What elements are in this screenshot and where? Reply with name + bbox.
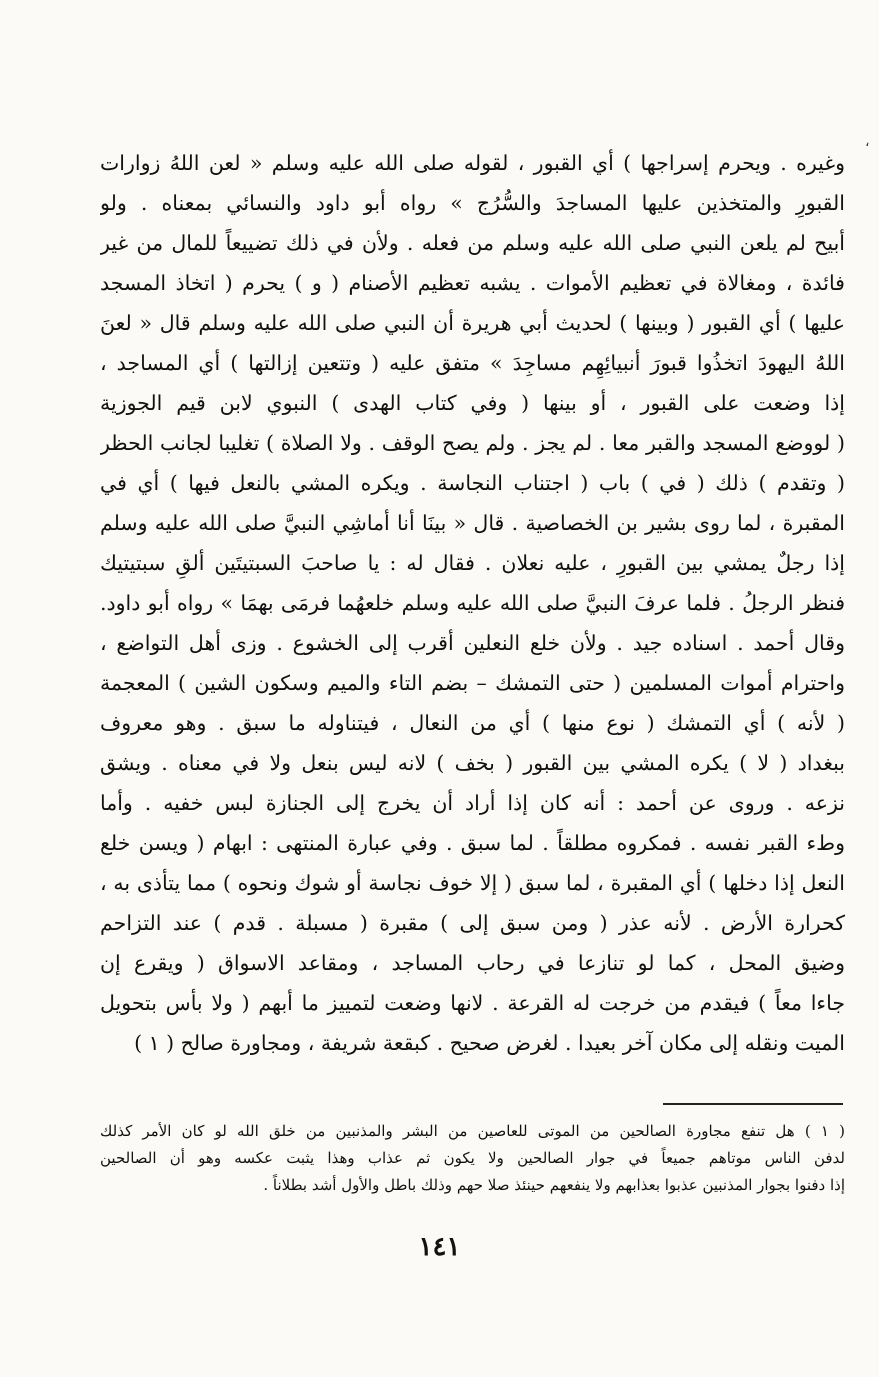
text-line: ببغداد ( لا ) يكره المشي بين القبور ( بخف ) لانه ليس بنعل ولا في معناه . ويشق — [100, 751, 845, 775]
text-line: المقبرة ، لما روى بشير بن الخصاصية . قال « بينَا أنا أماشِي النبيَّ صلى الله عليه وسلم — [100, 511, 845, 535]
text-line: إذا رجلٌ يمشي بين القبورِ ، عليه نعلان . فقال له : يا صاحبَ السبتيتَين ألقِ سبتيتيك — [100, 551, 845, 575]
footnote-line: لدفن الناس موتاهم جميعاً في جوار الصالحين ولا يكون ثم عذاب وهذا يثبت عكسه وهو أن الصالحين — [100, 1149, 845, 1167]
text-line: وضيق المحل ، كما لو تنازعا في رحاب المساجد ، ومقاعد الاسواق ( ويقرع إن — [100, 951, 845, 975]
main-text-block — [100, 143, 845, 1063]
text-line: الميت ونقله إلى مكان آخر بعيدا . لغرض صحيح . كبقعة شريفة ، ومجاورة صالح ( ١ ) — [134, 1031, 845, 1055]
page-number: ١٤١ — [418, 1232, 461, 1262]
text-line: القبورِ والمتخذين عليها المساجدَ والسُّرُج » رواه أبو داود والنسائي بمعناه . ولو — [100, 191, 845, 215]
text-line: النعل إذا دخلها ) أي المقبرة ، لما سبق ( إلا خوف نجاسة أو شوك ونحوه ) مما يتأذى به ، — [100, 871, 845, 895]
text-line: فائدة ، ومغالاة في تعظيم الأموات . يشبه تعظيم الأصنام ( و ) يحرم ( اتخاذ المسجد — [100, 271, 845, 295]
text-line: واحترام أموات المسلمين ( حتى التمشك – بضم التاء والميم وسكون الشين ) المعجمة — [100, 671, 845, 695]
footnote-block — [100, 1118, 845, 1199]
text-line: ( لأنه ) أي التمشك ( نوع منها ) أي من النعال ، فيتناوله ما سبق . وهو معروف — [100, 711, 845, 735]
text-line: وغيره . ويحرم إسراجها ) أي القبور ، لقوله صلى الله عليه وسلم « لعن اللهُ زوارات — [100, 151, 845, 175]
footnote-separator — [663, 1103, 843, 1105]
text-line: جاءا معاً ) فيقدم من خرجت له القرعة . لانها وضعت لتمييز ما أبهم ( ولا بأس بتحويل — [100, 991, 845, 1015]
text-line: كحرارة الأرض . لأنه عذر ( ومن سبق إلى ) مقبرة ( مسبلة . قدم ) عند التزاحم — [100, 911, 845, 935]
corner-mark: ، — [865, 134, 870, 150]
text-line: وطء القبر نفسه . فمكروه مطلقاً . لما سبق . وفي عبارة المنتهى : ابهام ( ويسن خلع — [100, 831, 845, 855]
text-line: اللهُ اليهودَ اتخذُوا قبورَ أنبيائِهِم مساجِدَ » متفق عليه ( وتتعين إزالتها ) أي المساجد ، — [100, 351, 845, 375]
text-line: وقال أحمد . اسناده جيد . ولأن خلع النعلين أقرب إلى الخشوع . وزى أهل التواضع ، — [100, 631, 845, 655]
footnote-line: إذا دفنوا بجوار المذنبين عذبوا بعذابهم ولا ينفعهم حينئذ صلا حهم وذلك باطل والأول أشد بطلاناً . — [263, 1176, 845, 1194]
text-line: عليها ) أي القبور ( وبينها ) لحديث أبي هريرة أن النبي صلى الله عليه وسلم قال « لعنَ — [100, 311, 845, 335]
text-line: فنظر الرجلُ . فلما عرفَ النبيَّ صلى الله عليه وسلم خلعهُما فرمَى بهمَا » رواه أبو داود. — [100, 591, 845, 615]
text-line: ( لووضع المسجد والقبر معا . لم يجز . ولم يصح الوقف . ولا الصلاة ) تغليبا لجانب الحظر — [100, 431, 845, 455]
footnote-line: ( ١ ) هل تنفع مجاورة الصالحين من الموتى للعاصين من البشر والمذنبين من خلق الله لو كان الأمر كذلك — [100, 1122, 845, 1140]
text-line: أبيح لم يلعن النبي صلى الله عليه وسلم من فعله . ولأن في ذلك تضييعاً للمال من غير — [100, 231, 845, 255]
text-line: إذا وضعت على القبور ، أو بينها ( وفي كتاب الهدى ) النبوي لابن قيم الجوزية — [100, 391, 845, 415]
text-line: ( وتقدم ) ذلك ( في ) باب ( اجتناب النجاسة . ويكره المشي بالنعل فيها ) أي في — [100, 471, 845, 495]
text-line: نزعه . وروى عن أحمد : أنه كان إذا أراد أن يخرج إلى الجنازة لبس خفيه . وأما — [100, 791, 845, 815]
